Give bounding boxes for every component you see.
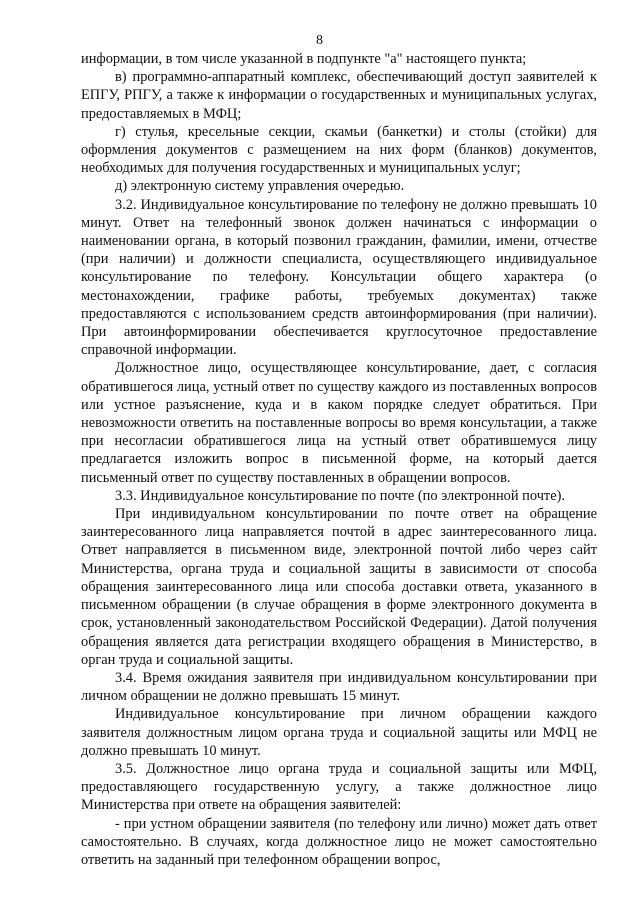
paragraph-3-3: 3.3. Индивидуальное консультирование по почте (по электронной почте). xyxy=(115,487,565,504)
paragraph-continuation: информации, в том числе указанной в подпункте "а" настоящего пункта; xyxy=(81,51,527,67)
document-body xyxy=(81,50,597,869)
paragraph-3-5-oral: - при устном обращении заявителя (по телефону или лично) может дать ответ самостоятельно. В случаях, когда должностное лицо не может самостоятельно ответить на заданный при телефонном обращении вопрос, xyxy=(81,815,597,868)
paragraph-3-2: 3.2. Индивидуальное консультирование по телефону не должно превышать 10 минут. Ответ на телефонный звонок должен начинаться с информации о наименовании органа, в который позвонил гражданин, фамилии, имени, отчестве (при наличии) и должности специалиста, осуществляющего индивидуальное консультирование по телефону. Консультации общего характера (о местонахождении, графике работы, требуемых документах) также предоставляются с использованием средств автоинформирования (при наличии). При автоинформировании обеспечивается круглосуточное предоставление справочной информации. xyxy=(81,196,597,359)
paragraph-3-5: 3.5. Должностное лицо органа труда и социальной защиты или МФЦ, предоставляющего государственную услугу, а также должностное лицо Министерства при ответе на обращения заявителей: xyxy=(81,760,597,814)
paragraph-3-2-official: Должностное лицо, осуществляющее консультирование, дает, с согласия обратившегося лица, устный ответ по существу каждого из поставленных вопросов или устное разъяснение, куда и в каком порядке следует обратиться. При невозможности ответить на поставленные вопросы во время консультации, а также при несогласии обратившегося лица на устный ответ обратившемуся лицу предлагается изложить вопрос в письменной форме, на который дается письменный ответ по существу поставленных в обращении вопросов. xyxy=(81,360,597,486)
paragraph-item-d: д) электронную систему управления очередью. xyxy=(115,178,405,195)
paragraph-item-v: в) программно-аппаратный комплекс, обеспечивающий доступ заявителей к ЕПГУ, РПГУ, а также к информации о государственных и муниципальных услугах, предоставляемых в МФЦ; xyxy=(81,69,597,122)
paragraph-3-4: 3.4. Время ожидания заявителя при индивидуальном консультировании при личном обращении не должно превышать 15 минут. xyxy=(81,669,597,705)
paragraph-3-3-mail: При индивидуальном консультировании по почте ответ на обращение заинтересованного лица направляется почтой в адрес заинтересованного лица. Ответ направляется в письменном виде, электронной почтой либо через сайт Министерства, органа труда и социальной защиты в зависимости от способа обращения заинтересованного лица или способа доставки ответа, указанного в письменном обращении (в случае обращения в форме электронного документа в срок, установленный законодательством Российской Федерации). Датой получения обращения является дата регистрации входящего обращения в Министерство, в орган труда и социальной защиты. xyxy=(81,506,597,668)
paragraph-3-4-personal: Индивидуальное консультирование при личном обращении каждого заявителя должностным лицом органа труда и социальной защиты или МФЦ не должно превышать 10 минут. xyxy=(81,706,597,759)
page-number: 8 xyxy=(316,33,323,48)
paragraph-item-g: г) стулья, кресельные секции, скамьи (банкетки) и столы (стойки) для оформления документов с размещением на них форм (бланков) документов, необходимых для получения государственных и муниципальных услуг; xyxy=(81,123,597,177)
